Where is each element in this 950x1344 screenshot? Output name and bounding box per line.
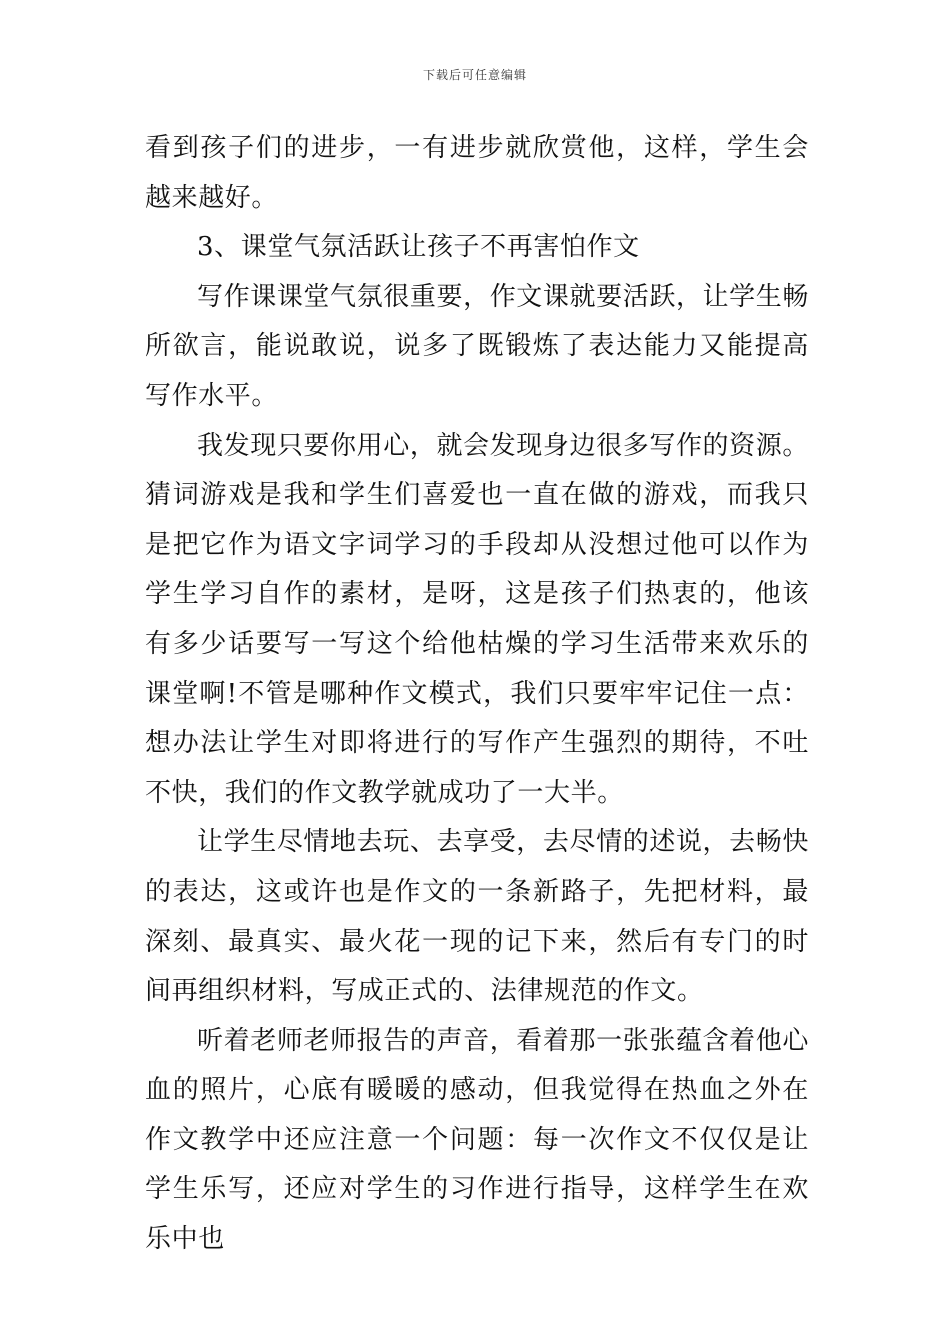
page-header: 下载后可任意编辑 <box>422 68 527 82</box>
paragraph: 听着老师老师报告的声音，看着那一张张蕴含着他心血的照片，心底有暖暖的感动，但我觉得在热血之外在作文教学中还应注意一个问题：每一次作文不仅仅是让学生乐写，还应对学生的习作进行指导，这样学生在欢乐中也 <box>145 1025 809 1255</box>
paragraph: 写作课课堂气氛很重要，作文课就要活跃，让学生畅所欲言，能说敢说，说多了既锻炼了表达能力又能提高写作水平。 <box>145 281 809 411</box>
paragraph-continuation: 看到孩子们的进步，一有进步就欣赏他，这样，学生会越来越好。 <box>145 133 809 213</box>
section-heading: 3、课堂气氛活跃让孩子不再害怕作文 <box>197 232 640 263</box>
paragraph: 我发现只要你用心，就会发现身边很多写作的资源。猜词游戏是我和学生们喜爱也一直在做的游戏，而我只是把它作为语文字词学习的手段却从没想过他可以作为学生学习自作的素材，是呀，这是孩子们热衷的，他该有多少话要写一写这个给他枯燥的学习生活带来欢乐的课堂啊!不管是哪种作文模式，我们只要牢牢记住一点：想办法让学生对即将进行的写作产生强烈的期待，不吐不快，我们的作文教学就成功了一大半。 <box>145 430 809 808</box>
document-body <box>145 124 809 1265</box>
paragraph: 让学生尽情地去玩、去享受，去尽情的述说，去畅快的表达，这或许也是作文的一条新路子，先把材料，最深刻、最真实、最火花一现的记下来，然后有专门的时间再组织材料，写成正式的、法律规范的作文。 <box>145 827 809 1007</box>
